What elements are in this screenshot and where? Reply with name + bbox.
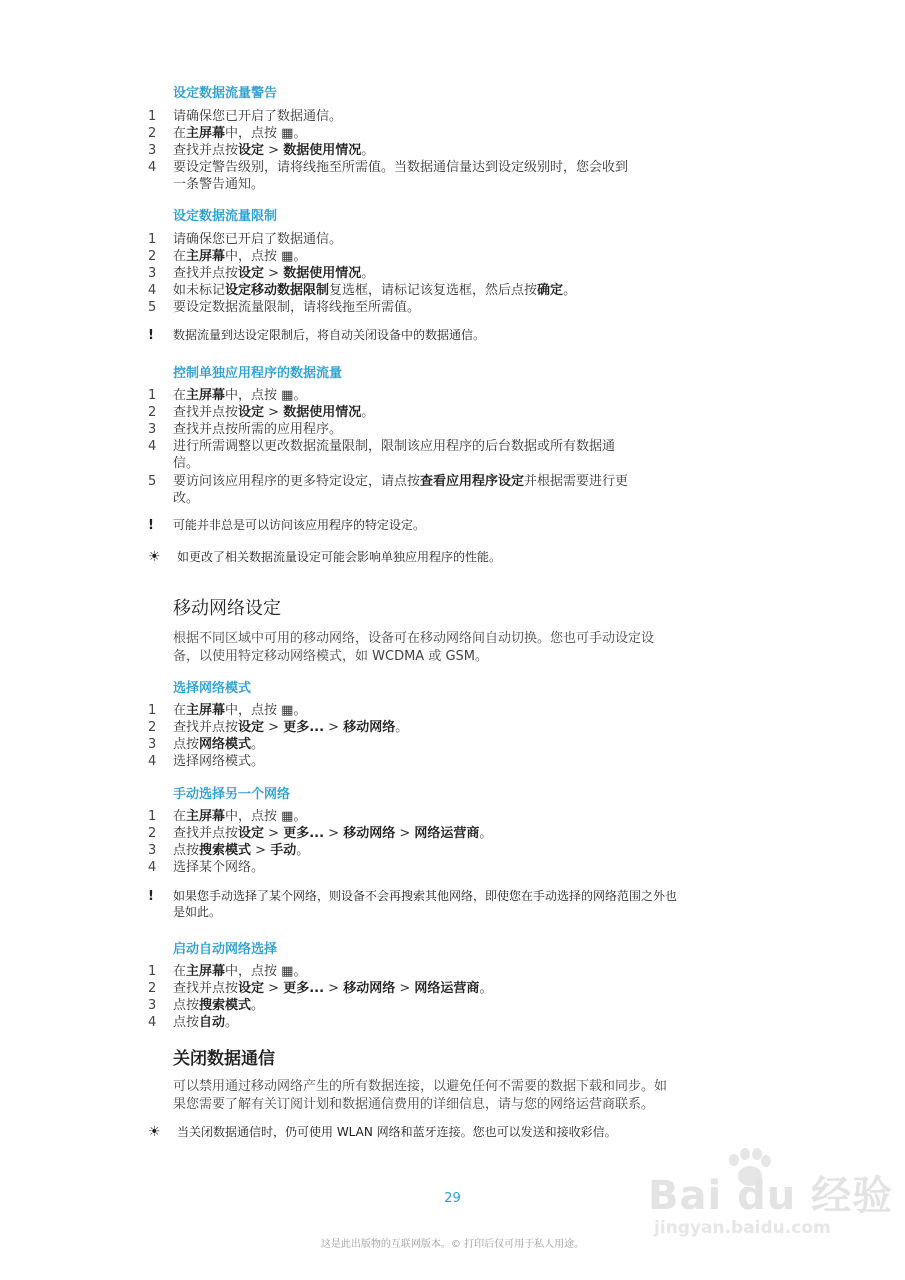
step-text: 在主屏幕中，点按 ▦。 — [173, 249, 307, 264]
page-number: 29 — [444, 1191, 461, 1206]
step-number: 2 — [148, 405, 157, 420]
step-number: 4 — [148, 860, 157, 875]
paragraph: 果您需要了解有关订阅计划和数据通信费用的详细信息，请与您的网络运营商联系。 — [173, 1097, 655, 1112]
note-text: 数据流量到达设定限制后，将自动关闭设备中的数据通信。 — [173, 328, 486, 342]
step-number: 2 — [148, 126, 157, 141]
note-text: 是如此。 — [173, 905, 222, 919]
step-continuation: 改。 — [173, 491, 200, 506]
step-text: 查找并点按设定 > 数据使用情况。 — [173, 266, 375, 281]
heading-mobile-network: 移动网络设定 — [173, 598, 281, 619]
step-number: 1 — [148, 109, 157, 124]
step-number: 4 — [148, 754, 157, 769]
paragraph: 备，以使用特定移动网络模式，如 WCDMA 或 GSM。 — [173, 649, 488, 664]
paragraph: 可以禁用通过移动网络产生的所有数据连接，以避免任何不需要的数据下载和同步。如 — [173, 1079, 668, 1094]
step-text: 查找并点按设定 > 更多... > 移动网络。 — [173, 720, 409, 735]
step-number: 1 — [148, 232, 157, 247]
step-number: 3 — [148, 143, 157, 158]
step-text: 如未标记设定移动数据限制复选框，请标记该复选框，然后点按确定。 — [173, 283, 577, 298]
step-text: 点按搜索模式 > 手动。 — [173, 843, 310, 858]
step-text: 进行所需调整以更改数据流量限制，限制该应用程序的后台数据或所有数据通 — [173, 439, 616, 454]
step-number: 5 — [148, 300, 157, 315]
step-number: 3 — [148, 843, 157, 858]
watermark-url: jingyan.baidu.com — [654, 1218, 831, 1238]
step-number: 5 — [148, 474, 157, 489]
tip-text: 当关闭数据通信时，仍可使用 WLAN 网络和蓝牙连接。您也可以发送和接收彩信。 — [177, 1125, 617, 1139]
step-text: 在主屏幕中，点按 ▦。 — [173, 964, 307, 979]
step-text: 请确保您已开启了数据通信。 — [173, 232, 343, 247]
step-text: 点按网络模式。 — [173, 737, 265, 752]
step-continuation: 信。 — [173, 456, 200, 471]
step-number: 4 — [148, 1015, 157, 1030]
section-title-network-mode: 选择网络模式 — [173, 681, 252, 696]
apps-grid-icon: ▦ — [281, 249, 294, 264]
section-title-auto-network: 启动自动网络选择 — [173, 942, 278, 957]
note-text: 如果您手动选择了某个网络，则设备不会再搜索其他网络，即使您在手动选择的网络范围之外也 — [173, 889, 678, 903]
step-number: 3 — [148, 266, 157, 281]
step-text: 在主屏幕中，点按 ▦。 — [173, 703, 307, 718]
paragraph: 根据不同区域中可用的移动网络，设备可在移动网络间自动切换。您也可手动设定设 — [173, 631, 655, 646]
warning-icon: ! — [148, 889, 154, 904]
step-text: 选择网络模式。 — [173, 754, 265, 769]
step-text: 要访问该应用程序的更多特定设定，请点按查看应用程序设定并根据需要进行更 — [173, 474, 629, 489]
section-title-app-data: 控制单独应用程序的数据流量 — [173, 366, 343, 381]
step-text: 在主屏幕中，点按 ▦。 — [173, 388, 307, 403]
apps-grid-icon: ▦ — [281, 809, 294, 824]
section-title-data-warning: 设定数据流量警告 — [173, 86, 278, 101]
step-text: 请确保您已开启了数据通信。 — [173, 109, 343, 124]
step-text: 要设定数据流量限制，请将线拖至所需值。 — [173, 300, 421, 315]
step-number: 4 — [148, 283, 157, 298]
apps-grid-icon: ▦ — [281, 964, 294, 979]
step-text: 查找并点按设定 > 数据使用情况。 — [173, 143, 375, 158]
section-title-manual-network: 手动选择另一个网络 — [173, 787, 291, 802]
apps-grid-icon: ▦ — [281, 126, 294, 141]
step-text: 点按搜索模式。 — [173, 998, 265, 1013]
step-text: 点按自动。 — [173, 1015, 239, 1030]
step-number: 3 — [148, 998, 157, 1013]
step-text: 在主屏幕中，点按 ▦。 — [173, 809, 307, 824]
footer-copyright: 这是此出版物的互联网版本。© 打印后仅可用于私人用途。 — [320, 1239, 585, 1250]
apps-grid-icon: ▦ — [281, 703, 294, 718]
lightbulb-icon: ☀ — [148, 549, 161, 565]
step-number: 1 — [148, 964, 157, 979]
step-number: 3 — [148, 737, 157, 752]
step-number: 1 — [148, 809, 157, 824]
step-number: 2 — [148, 826, 157, 841]
apps-grid-icon: ▦ — [281, 388, 294, 403]
section-title-data-limit: 设定数据流量限制 — [173, 209, 278, 224]
step-text: 查找并点按设定 > 更多... > 移动网络 > 网络运营商。 — [173, 981, 493, 996]
step-text: 要设定警告级别，请将线拖至所需值。当数据通信量达到设定级别时，您会收到 — [173, 160, 629, 175]
step-number: 2 — [148, 249, 157, 264]
step-text: 查找并点按设定 > 数据使用情况。 — [173, 405, 375, 420]
step-number: 2 — [148, 720, 157, 735]
step-text: 查找并点按所需的应用程序。 — [173, 422, 343, 437]
tip-text: 如更改了相关数据流量设定可能会影响单独应用程序的性能。 — [177, 550, 502, 564]
step-continuation: 一条警告通知。 — [173, 177, 265, 192]
note-text: 可能并非总是可以访问该应用程序的特定设定。 — [173, 518, 426, 532]
step-number: 1 — [148, 388, 157, 403]
step-number: 2 — [148, 981, 157, 996]
step-number: 4 — [148, 160, 157, 175]
warning-icon: ! — [148, 328, 154, 343]
step-number: 3 — [148, 422, 157, 437]
heading-turn-off-data: 关闭数据通信 — [173, 1049, 275, 1069]
step-text: 查找并点按设定 > 更多... > 移动网络 > 网络运营商。 — [173, 826, 493, 841]
step-text: 选择某个网络。 — [173, 860, 265, 875]
step-text: 在主屏幕中，点按 ▦。 — [173, 126, 307, 141]
lightbulb-icon: ☀ — [148, 1124, 161, 1140]
step-number: 4 — [148, 439, 157, 454]
warning-icon: ! — [148, 518, 154, 533]
watermark-brand: Bai du 经验 — [648, 1173, 894, 1219]
step-number: 1 — [148, 703, 157, 718]
